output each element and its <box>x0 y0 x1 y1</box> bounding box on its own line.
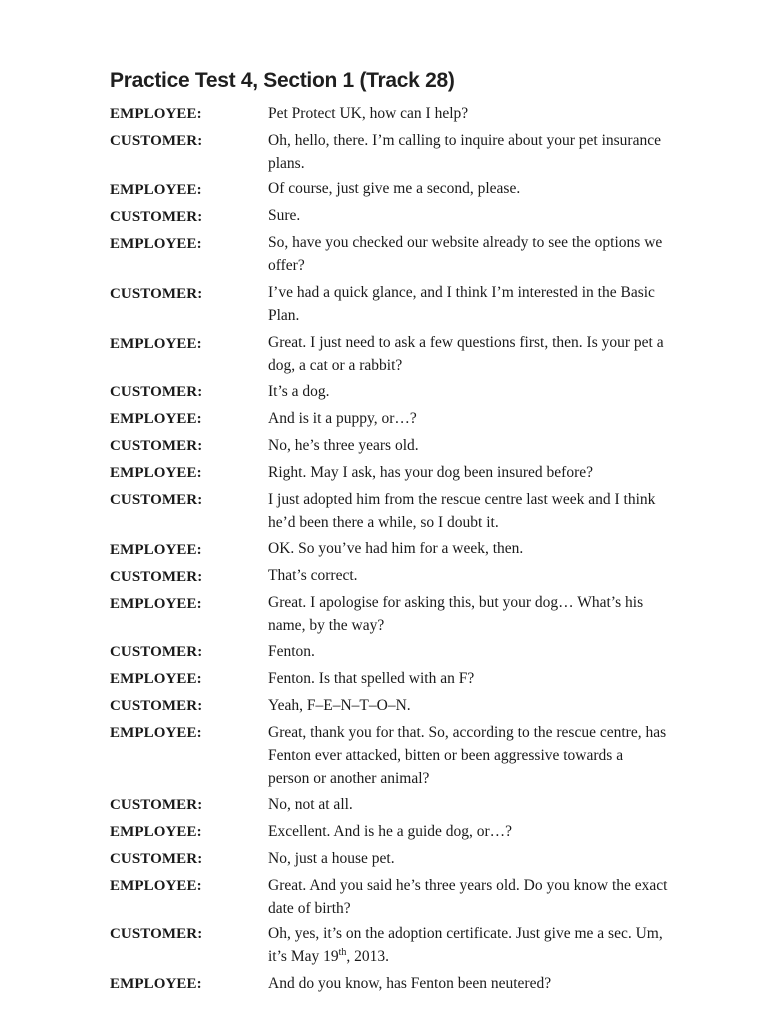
speaker-label: EMPLOYEE: <box>110 824 202 840</box>
utterance: Oh, hello, there. I’m calling to inquire about your pet insurance plans. <box>268 132 661 172</box>
speaker-label: CUSTOMER: <box>110 492 203 508</box>
utterance: So, have you checked our website already to see the options we offer? <box>268 234 663 274</box>
speaker-label: EMPLOYEE: <box>110 411 202 427</box>
speaker-label: CUSTOMER: <box>110 569 203 585</box>
utterance: Great. And you said he’s three years old. Do you know the exact date of birth? <box>268 877 668 917</box>
speaker-label: EMPLOYEE: <box>110 725 202 741</box>
utterance: Great, thank you for that. So, according to the rescue centre, has Fenton ever attacked, bitten or been aggressive towards a person or another animal? <box>268 724 667 787</box>
speaker-label: CUSTOMER: <box>110 384 203 400</box>
speaker-label: EMPLOYEE: <box>110 976 202 992</box>
utterance: Excellent. And is he a guide dog, or…? <box>268 823 513 840</box>
speaker-label: CUSTOMER: <box>110 698 203 714</box>
utterance: And is it a puppy, or…? <box>268 410 417 427</box>
utterance: Sure. <box>268 207 301 224</box>
utterance: Of course, just give me a second, please. <box>268 180 521 197</box>
utterance: It’s a dog. <box>268 383 330 400</box>
speaker-label: CUSTOMER: <box>110 133 203 149</box>
page-title: Practice Test 4, Section 1 (Track 28) <box>110 69 455 92</box>
utterance: Yeah, F–E–N–T–O–N. <box>268 697 411 714</box>
speaker-label: EMPLOYEE: <box>110 182 202 198</box>
utterance: Right. May I ask, has your dog been insured before? <box>268 464 593 481</box>
utterance: That’s correct. <box>268 567 358 584</box>
utterance-text: Oh, yes, it’s on the adoption certificate. Just give me a sec. Um, it’s May 19 <box>268 925 663 965</box>
ordinal-suffix: th <box>338 946 347 958</box>
speaker-label: EMPLOYEE: <box>110 878 202 894</box>
utterance: Great. I just need to ask a few questions first, then. Is your pet a dog, a cat or a rabbit? <box>268 334 664 374</box>
speaker-label: EMPLOYEE: <box>110 596 202 612</box>
utterance: Pet Protect UK, how can I help? <box>268 105 469 122</box>
speaker-label: EMPLOYEE: <box>110 542 202 558</box>
utterance: No, he’s three years old. <box>268 437 419 454</box>
utterance: No, just a house pet. <box>268 850 395 867</box>
speaker-label: CUSTOMER: <box>110 926 203 942</box>
utterance: I’ve had a quick glance, and I think I’m interested in the Basic Plan. <box>268 284 655 324</box>
speaker-label: EMPLOYEE: <box>110 106 202 122</box>
utterance: No, not at all. <box>268 796 353 813</box>
utterance-text-end: , 2013. <box>346 948 390 965</box>
speaker-label: CUSTOMER: <box>110 644 203 660</box>
speaker-label: CUSTOMER: <box>110 438 203 454</box>
speaker-label: EMPLOYEE: <box>110 671 202 687</box>
speaker-label: EMPLOYEE: <box>110 465 202 481</box>
speaker-label: CUSTOMER: <box>110 797 203 813</box>
utterance: I just adopted him from the rescue centre last week and I think he’d been there a while, so I doubt it. <box>268 491 656 531</box>
utterance: OK. So you’ve had him for a week, then. <box>268 540 524 557</box>
speaker-label: CUSTOMER: <box>110 286 203 302</box>
utterance: Fenton. Is that spelled with an F? <box>268 670 475 687</box>
speaker-label: CUSTOMER: <box>110 851 203 867</box>
utterance: Great. I apologise for asking this, but your dog… What’s his name, by the way? <box>268 594 644 634</box>
utterance <box>268 922 668 968</box>
speaker-label: EMPLOYEE: <box>110 336 202 352</box>
utterance: Fenton. <box>268 643 315 660</box>
speaker-label: CUSTOMER: <box>110 209 203 225</box>
speaker-label: EMPLOYEE: <box>110 236 202 252</box>
utterance: And do you know, has Fenton been neutered? <box>268 975 552 992</box>
